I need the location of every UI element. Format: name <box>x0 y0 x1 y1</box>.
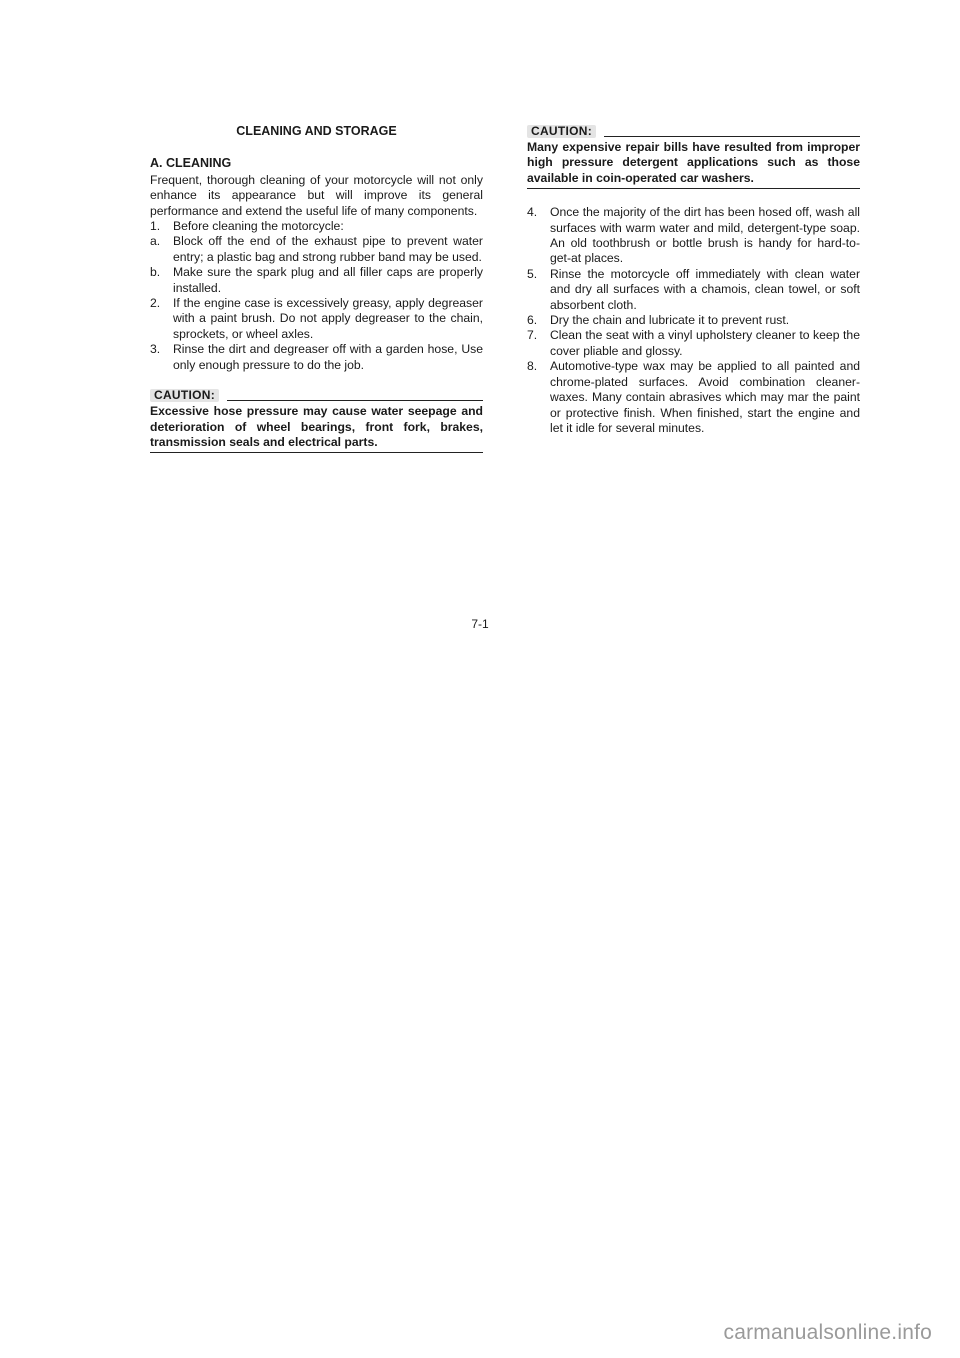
intro-paragraph: Frequent, thorough cleaning of your motorcycle will not only enhance its appearance but will improve its general performance and extend the useful life of many components. <box>150 172 483 218</box>
step-item <box>527 205 860 267</box>
caution-label: CAUTION: <box>527 125 596 138</box>
step-item <box>150 265 483 296</box>
step-item <box>527 328 860 359</box>
step-marker: 2. <box>150 296 161 311</box>
step-text: Dry the chain and lubricate it to prevent rust. <box>550 313 790 328</box>
step-item <box>150 342 483 373</box>
step-marker: 1. <box>150 219 161 234</box>
caution-rule <box>604 136 860 137</box>
step-text: If the engine case is excessively greasy, apply degreaser with a paint brush. Do not apply degreaser to the chain, sprockets, or wheel axles. <box>173 296 483 341</box>
step-text: Automotive-type wax may be applied to all painted and chrome-plated surfaces. Avoid combination cleaner-waxes. Many contain abrasives which may mar the paint or protective finish. When finished, start the engine and let it idle for several minutes. <box>550 359 860 435</box>
caution-rule <box>227 400 483 401</box>
watermark: carmanualsonline.info <box>723 1321 932 1344</box>
step-text: Once the majority of the dirt has been hosed off, wash all surfaces with warm water and mild, detergent-type soap. An old toothbrush or bottle brush is handy for hard-to-get-at places. <box>550 205 860 266</box>
step-text: Clean the seat with a vinyl upholstery cleaner to keep the cover pliable and glossy. <box>550 328 860 358</box>
page-title: CLEANING AND STORAGE <box>236 124 397 138</box>
step-item <box>527 359 860 436</box>
step-marker: 4. <box>527 205 538 220</box>
step-text: Block off the end of the exhaust pipe to prevent water entry; a plastic bag and strong rubber band may be used. <box>173 234 483 264</box>
caution-text: Many expensive repair bills have resulted from improper high pressure detergent applications such as those available in coin-operated car washers. <box>527 140 860 189</box>
step-marker: 5. <box>527 266 538 281</box>
step-item <box>150 219 483 234</box>
caution-text: Excessive hose pressure may cause water seepage and deterioration of wheel bearings, front fork, brakes, transmission seals and electrical parts. <box>150 404 483 453</box>
step-marker: 7. <box>527 328 538 343</box>
left-column <box>150 124 483 453</box>
right-column <box>527 124 860 436</box>
step-marker: 6. <box>527 313 538 328</box>
step-marker: b. <box>150 265 161 280</box>
step-text: Rinse the motorcycle off immediately with clean water and dry all surfaces with a chamois, clean towel, or soft absorbent cloth. <box>550 266 860 312</box>
step-item <box>150 234 483 265</box>
step-marker: a. <box>150 234 161 249</box>
step-marker: 3. <box>150 342 161 357</box>
step-marker: 8. <box>527 359 538 374</box>
step-item <box>527 267 860 313</box>
step-list-left <box>150 219 483 373</box>
section-heading: A. CLEANING <box>150 156 232 171</box>
step-item <box>150 296 483 342</box>
caution-box-detergent <box>527 124 860 189</box>
caution-box-hose-pressure <box>150 388 483 453</box>
caution-header <box>527 124 860 138</box>
step-text: Make sure the spark plug and all filler caps are properly installed. <box>173 265 483 295</box>
caution-header <box>150 388 483 402</box>
step-text: Before cleaning the motorcycle: <box>173 219 344 234</box>
page-number: 7-1 <box>471 617 489 631</box>
step-text: Rinse the dirt and degreaser off with a garden hose, Use only enough pressure to do the job. <box>173 342 483 372</box>
step-list-right <box>527 205 860 436</box>
step-item <box>527 313 860 328</box>
caution-label: CAUTION: <box>150 389 219 402</box>
